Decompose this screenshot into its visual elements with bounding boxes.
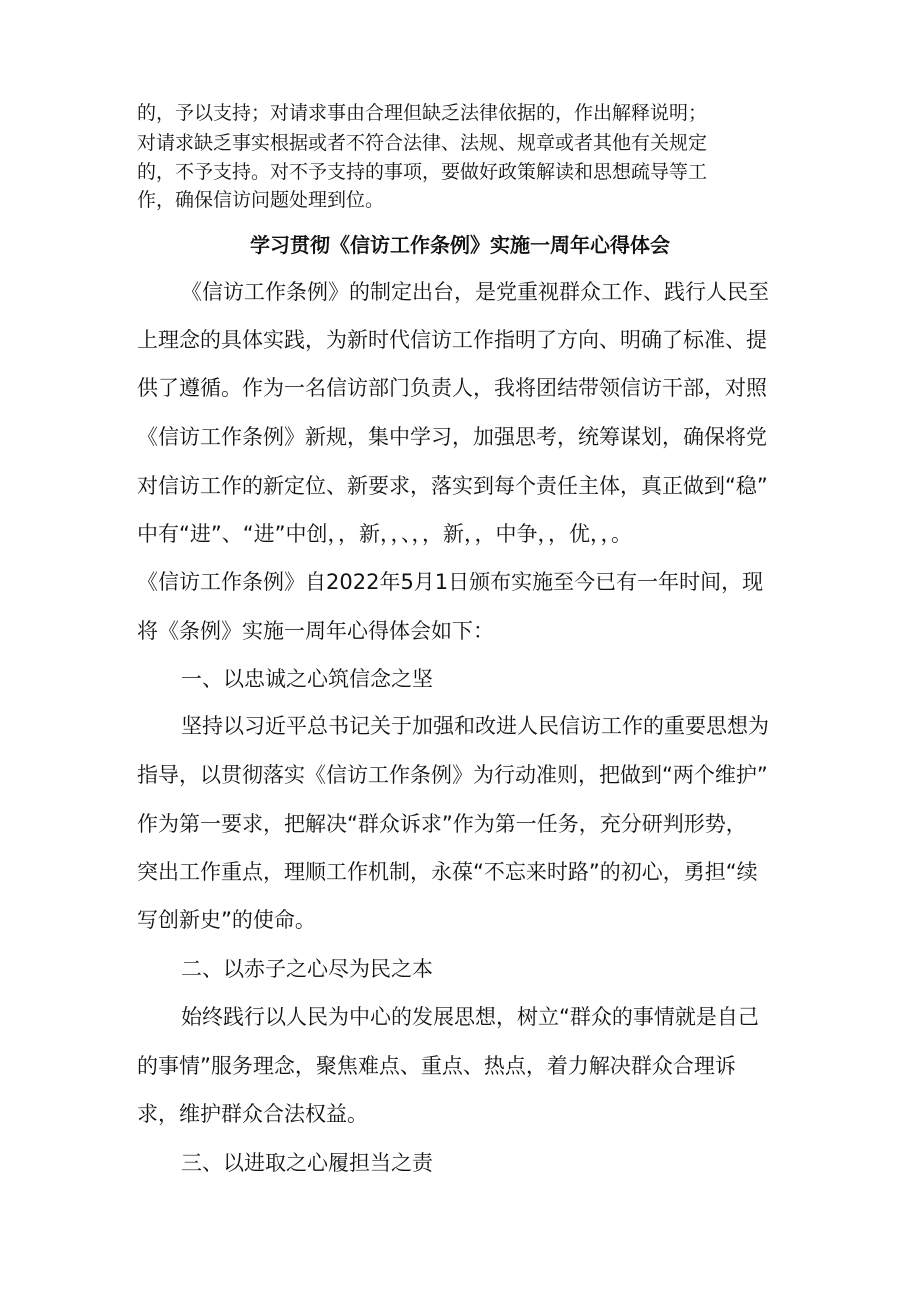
body-line: 供了遵循。作为一名信访部门负责人，我将团结带领信访干部，对照 bbox=[137, 376, 767, 400]
body-line: 《信访工作条例》自2022年5月1日颁布实施至今已有一年时间，现 bbox=[137, 570, 764, 594]
section-heading: 三、以进取之心履担当之责 bbox=[181, 1151, 433, 1175]
intro-line: 的，予以支持；对请求事由合理但缺乏法律依据的，作出解释说明； bbox=[137, 102, 708, 124]
body-line: 作为第一要求，把解决“群众诉求”作为第一任务，充分研判形势， bbox=[137, 812, 747, 836]
intro-line: 的，不予支持。对不予支持的事项，要做好政策解读和思想疏导等工 bbox=[137, 161, 708, 183]
body-line: 《信访工作条例》的制定出台，是党重视群众工作、践行人民至 bbox=[181, 280, 769, 304]
body-line: 突出工作重点，理顺工作机制，永葆“不忘来时路”的初心，勇担“续 bbox=[137, 860, 758, 884]
body-line: 写创新史”的使命。 bbox=[137, 908, 316, 932]
section-heading: 一、以忠诚之心筑信念之坚 bbox=[181, 667, 433, 691]
body-line: 坚持以习近平总书记关于加强和改进人民信访工作的重要思想为 bbox=[181, 714, 769, 738]
section-heading: 二、以赤子之心尽为民之本 bbox=[181, 957, 433, 981]
intro-line: 对请求缺乏事实根据或者不符合法律、法规、规章或者其他有关规定 bbox=[137, 132, 708, 154]
body-line: 上理念的具体实践，为新时代信访工作指明了方向、明确了标准、提 bbox=[137, 328, 767, 352]
body-line: 的事情”服务理念，聚焦难点、重点、热点，着力解决群众合理诉 bbox=[137, 1054, 736, 1078]
body-line: 求，维护群众合法权益。 bbox=[137, 1102, 368, 1126]
intro-line: 作，确保信访问题处理到位。 bbox=[137, 189, 385, 211]
body-line: 始终践行以人民为中心的发展思想，树立“群众的事情就是自己 bbox=[181, 1005, 759, 1029]
body-line: 《信访工作条例》新规，集中学习，加强思考，统筹谋划，确保将党 bbox=[137, 425, 767, 449]
body-line: 指导，以贯彻落实《信访工作条例》为行动准则，把做到“两个维护” bbox=[137, 763, 768, 787]
body-line: 将《条例》实施一周年心得体会如下： bbox=[137, 619, 494, 643]
document-title: 学习贯彻《信访工作条例》实施一周年心得体会 bbox=[250, 233, 670, 257]
body-line: 对信访工作的新定位、新要求，落实到每个责任主体，真正做到“稳” bbox=[137, 474, 768, 498]
body-line: 中有“进”、“进”中创，，新，，、，，新，，中争，，优，，。 bbox=[137, 522, 633, 546]
